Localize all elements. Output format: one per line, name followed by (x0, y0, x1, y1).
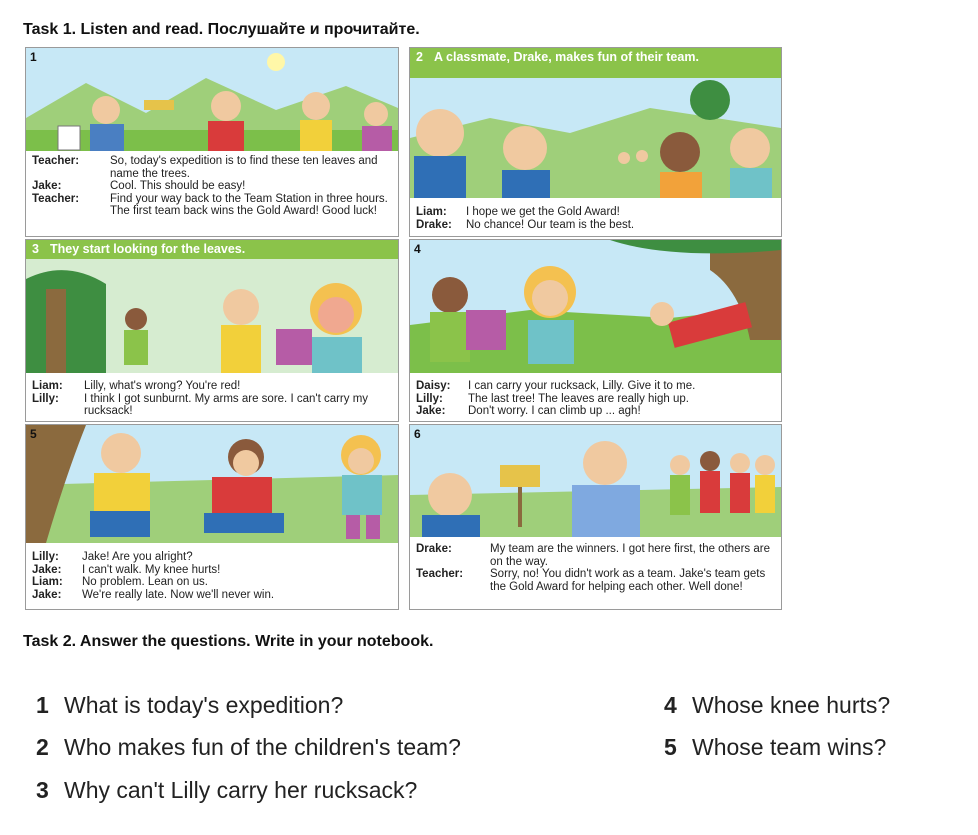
question-1 (36, 692, 343, 719)
dialogue-text: I hope we get the Gold Award! (466, 206, 620, 218)
question-text: Whose knee hurts? (692, 692, 891, 718)
comic-panel-4 (409, 239, 782, 422)
dialogue-text: My team are the winners. I got here first, the others are on the way. (490, 543, 770, 568)
speaker: Liam: (416, 206, 447, 218)
question-2 (36, 734, 461, 761)
speaker: Lilly: (416, 392, 443, 405)
question-number: 3 (36, 777, 49, 803)
comic-panel-2 (409, 47, 782, 237)
dialogue-text: I can carry your rucksack, Lilly. Give it to me. (468, 380, 696, 392)
question-number: 4 (664, 692, 677, 718)
speaker: Daisy: (416, 380, 451, 392)
dialogue-text: I think I got sunburnt. My arms are sore. I can't carry my rucksack! (84, 392, 369, 417)
dialogue-text: Lilly, what's wrong? You're red! (84, 380, 241, 392)
panel-illustration (26, 259, 398, 373)
dialogue-text: No problem. Lean on us. (82, 576, 208, 588)
panel-illustration (26, 425, 398, 543)
speaker: Lilly: (32, 392, 59, 405)
speaker: Jake: (416, 405, 446, 417)
dialogue-text: We're really late. Now we'll never win. (82, 588, 275, 601)
dialogue-text: Cool. This should be easy! (110, 180, 246, 192)
question-3 (36, 777, 417, 804)
panel-number: 4 (414, 242, 421, 256)
question-number: 5 (664, 734, 677, 760)
question-text: What is today's expedition? (64, 692, 344, 718)
dialogue-text: No chance! Our team is the best. (466, 218, 635, 231)
dialogue-text: Don't worry. I can climb up ... agh! (468, 405, 641, 417)
dialogue-text: Find your way back to the Team Station in three hours. The first team back wins the Gold Award! Good luck! (110, 192, 388, 217)
speaker: Drake: (416, 543, 452, 555)
panel-caption: A classmate, Drake, makes fun of their team. (434, 50, 699, 64)
speaker: Drake: (416, 218, 452, 231)
speaker: Liam: (32, 576, 63, 588)
panel-dialogue (32, 380, 394, 418)
panel-caption-bar (26, 240, 398, 259)
dialogue-text: Jake! Are you alright? (82, 551, 193, 563)
comic-panel-6 (409, 424, 782, 610)
question-number: 2 (36, 734, 49, 760)
speaker: Teacher: (416, 568, 464, 580)
speaker: Teacher: (32, 192, 80, 205)
dialogue-text: So, today's expedition is to find these ten leaves and name the trees. (110, 155, 378, 180)
question-5 (664, 734, 886, 761)
panel-dialogue (416, 380, 777, 418)
question-text: Whose team wins? (692, 734, 887, 760)
comic-panel-1 (25, 47, 399, 237)
speaker: Jake: (32, 588, 62, 601)
comic-panel-5 (25, 424, 399, 610)
question-4 (664, 692, 890, 719)
panel-illustration (410, 78, 781, 198)
dialogue-text: The last tree! The leaves are really high up. (468, 392, 689, 405)
panel-number: 6 (414, 427, 421, 441)
task1-title: Task 1. Listen and read. Послушайте и прочитайте. (23, 21, 420, 38)
speaker: Liam: (32, 380, 63, 392)
panel-number: 1 (30, 50, 37, 64)
panel-illustration (26, 48, 398, 151)
panel-dialogue (416, 206, 777, 231)
panel-number: 2 (416, 50, 423, 64)
panel-dialogue (32, 551, 394, 601)
panel-number: 3 (32, 242, 39, 256)
question-text: Who makes fun of the children's team? (64, 734, 461, 760)
speaker: Jake: (32, 563, 62, 576)
comic-panel-3 (25, 239, 399, 422)
panel-number: 5 (30, 427, 37, 441)
panel-illustration (410, 425, 781, 537)
speaker: Lilly: (32, 551, 59, 563)
panel-caption-bar (410, 48, 781, 78)
panel-caption: They start looking for the leaves. (50, 242, 246, 256)
panel-illustration (410, 240, 781, 373)
dialogue-text: I can't walk. My knee hurts! (82, 563, 221, 576)
speaker: Jake: (32, 180, 62, 192)
panel-dialogue (32, 155, 394, 218)
speaker: Teacher: (32, 155, 80, 167)
panel-dialogue (416, 543, 777, 593)
question-number: 1 (36, 692, 49, 718)
question-text: Why can't Lilly carry her rucksack? (64, 777, 418, 803)
dialogue-text: Sorry, no! You didn't work as a team. Jake's team gets the Gold Award for helping each other. Well done! (490, 568, 766, 593)
task2-title: Task 2. Answer the questions. Write in your notebook. (23, 633, 434, 650)
